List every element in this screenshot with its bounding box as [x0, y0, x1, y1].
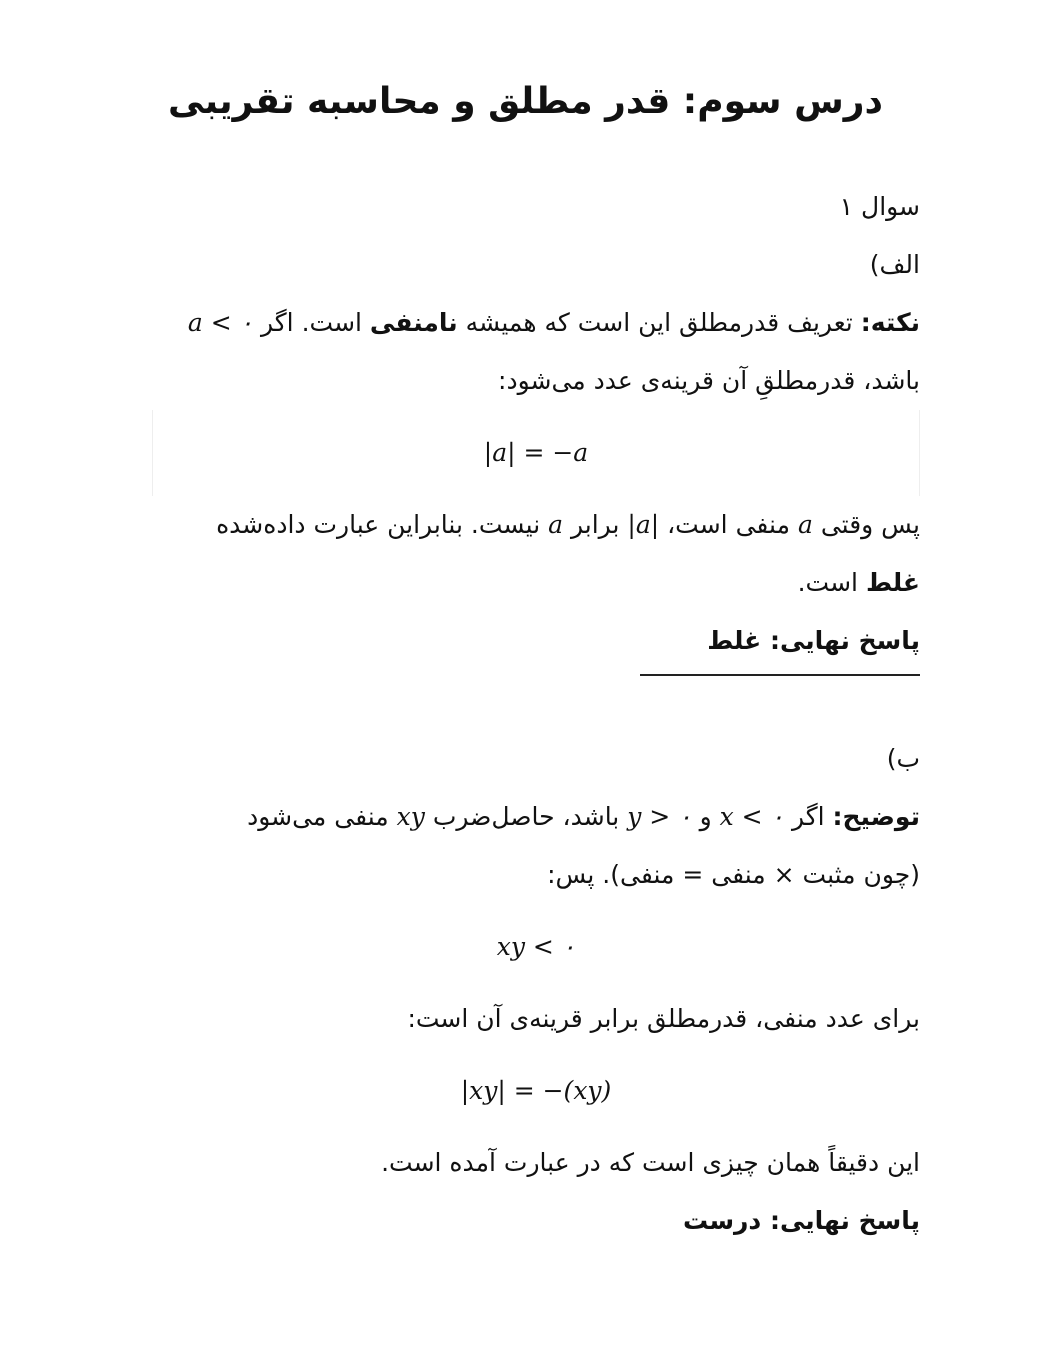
- condition-y: y > ۰: [627, 802, 692, 831]
- part-b-label: ب): [886, 744, 920, 773]
- conclusion-text-2: منفی است،: [667, 510, 790, 539]
- abs-equation-xy-text: |xy| = −(xy): [460, 1076, 612, 1105]
- part-a-label: الف): [869, 250, 920, 279]
- conclusion-var: a: [797, 510, 813, 539]
- note-condition: a < ۰: [187, 308, 254, 337]
- note-text-2: است. اگر: [260, 308, 362, 337]
- note-text-1: تعریف قدرمطلق این است که همیشه: [465, 308, 853, 337]
- separator: [152, 670, 920, 730]
- conclusion-b: این دقیقاً همان چیزی است که در عبارت آمده است.: [381, 1148, 920, 1177]
- document-body: [152, 178, 920, 1250]
- conclusion-text-3: برابر: [570, 510, 620, 539]
- explanation-paragraph: [152, 788, 920, 846]
- explain-text-1: اگر: [791, 802, 825, 831]
- note-paragraph: [152, 294, 920, 352]
- conclusion-paragraph: [152, 496, 920, 554]
- conclusion-abs: |a|: [627, 510, 660, 539]
- question-heading: سوال ۱: [839, 192, 920, 221]
- conclusion-end: است.: [797, 568, 858, 597]
- product-equation: [152, 904, 920, 990]
- explain-text-3: منفی می‌شود: [247, 802, 389, 831]
- conclusion-text-4: نیست. بنابراین عبارت داده‌شده: [216, 510, 541, 539]
- separator-line: [640, 674, 920, 676]
- equation-a-text: |a| = −a: [483, 438, 589, 467]
- condition-x: x < ۰: [719, 802, 784, 831]
- conclusion-var-2: a: [548, 510, 564, 539]
- final-answer-a: [152, 612, 920, 670]
- product-equation-text: xy < ۰: [496, 932, 576, 961]
- final-answer-b: [152, 1192, 920, 1250]
- explain-label: توضیح:: [832, 802, 920, 831]
- final-answer-b-text: پاسخ نهایی: درست: [682, 1206, 920, 1235]
- statement-line: برای عدد منفی، قدرمطلق برابر قرینه‌ی آن است:: [407, 1004, 920, 1033]
- explain-and: و: [699, 802, 712, 831]
- note-bold: نامنفی: [369, 308, 458, 337]
- conclusion-text-1: پس وقتی: [820, 510, 920, 539]
- note-label: نکته:: [860, 308, 920, 337]
- explain-text-2: باشد، حاصل‌ضرب: [432, 802, 620, 831]
- explanation-line-2: (چون مثبت × منفی = منفی). پس:: [547, 860, 920, 889]
- product-var: xy: [396, 802, 425, 831]
- note-line-2: باشد، قدرمطلقِ آن قرینه‌ی عدد می‌شود:: [498, 366, 920, 395]
- abs-equation-a: [152, 410, 920, 496]
- conclusion-line-2: [152, 554, 920, 612]
- conclusion-bold: غلط: [865, 568, 920, 597]
- abs-equation-xy: [152, 1048, 920, 1134]
- final-answer-a-text: پاسخ نهایی: غلط: [707, 626, 920, 655]
- page-title: درس سوم: قدر مطلق و محاسبه تقریبی: [168, 81, 883, 122]
